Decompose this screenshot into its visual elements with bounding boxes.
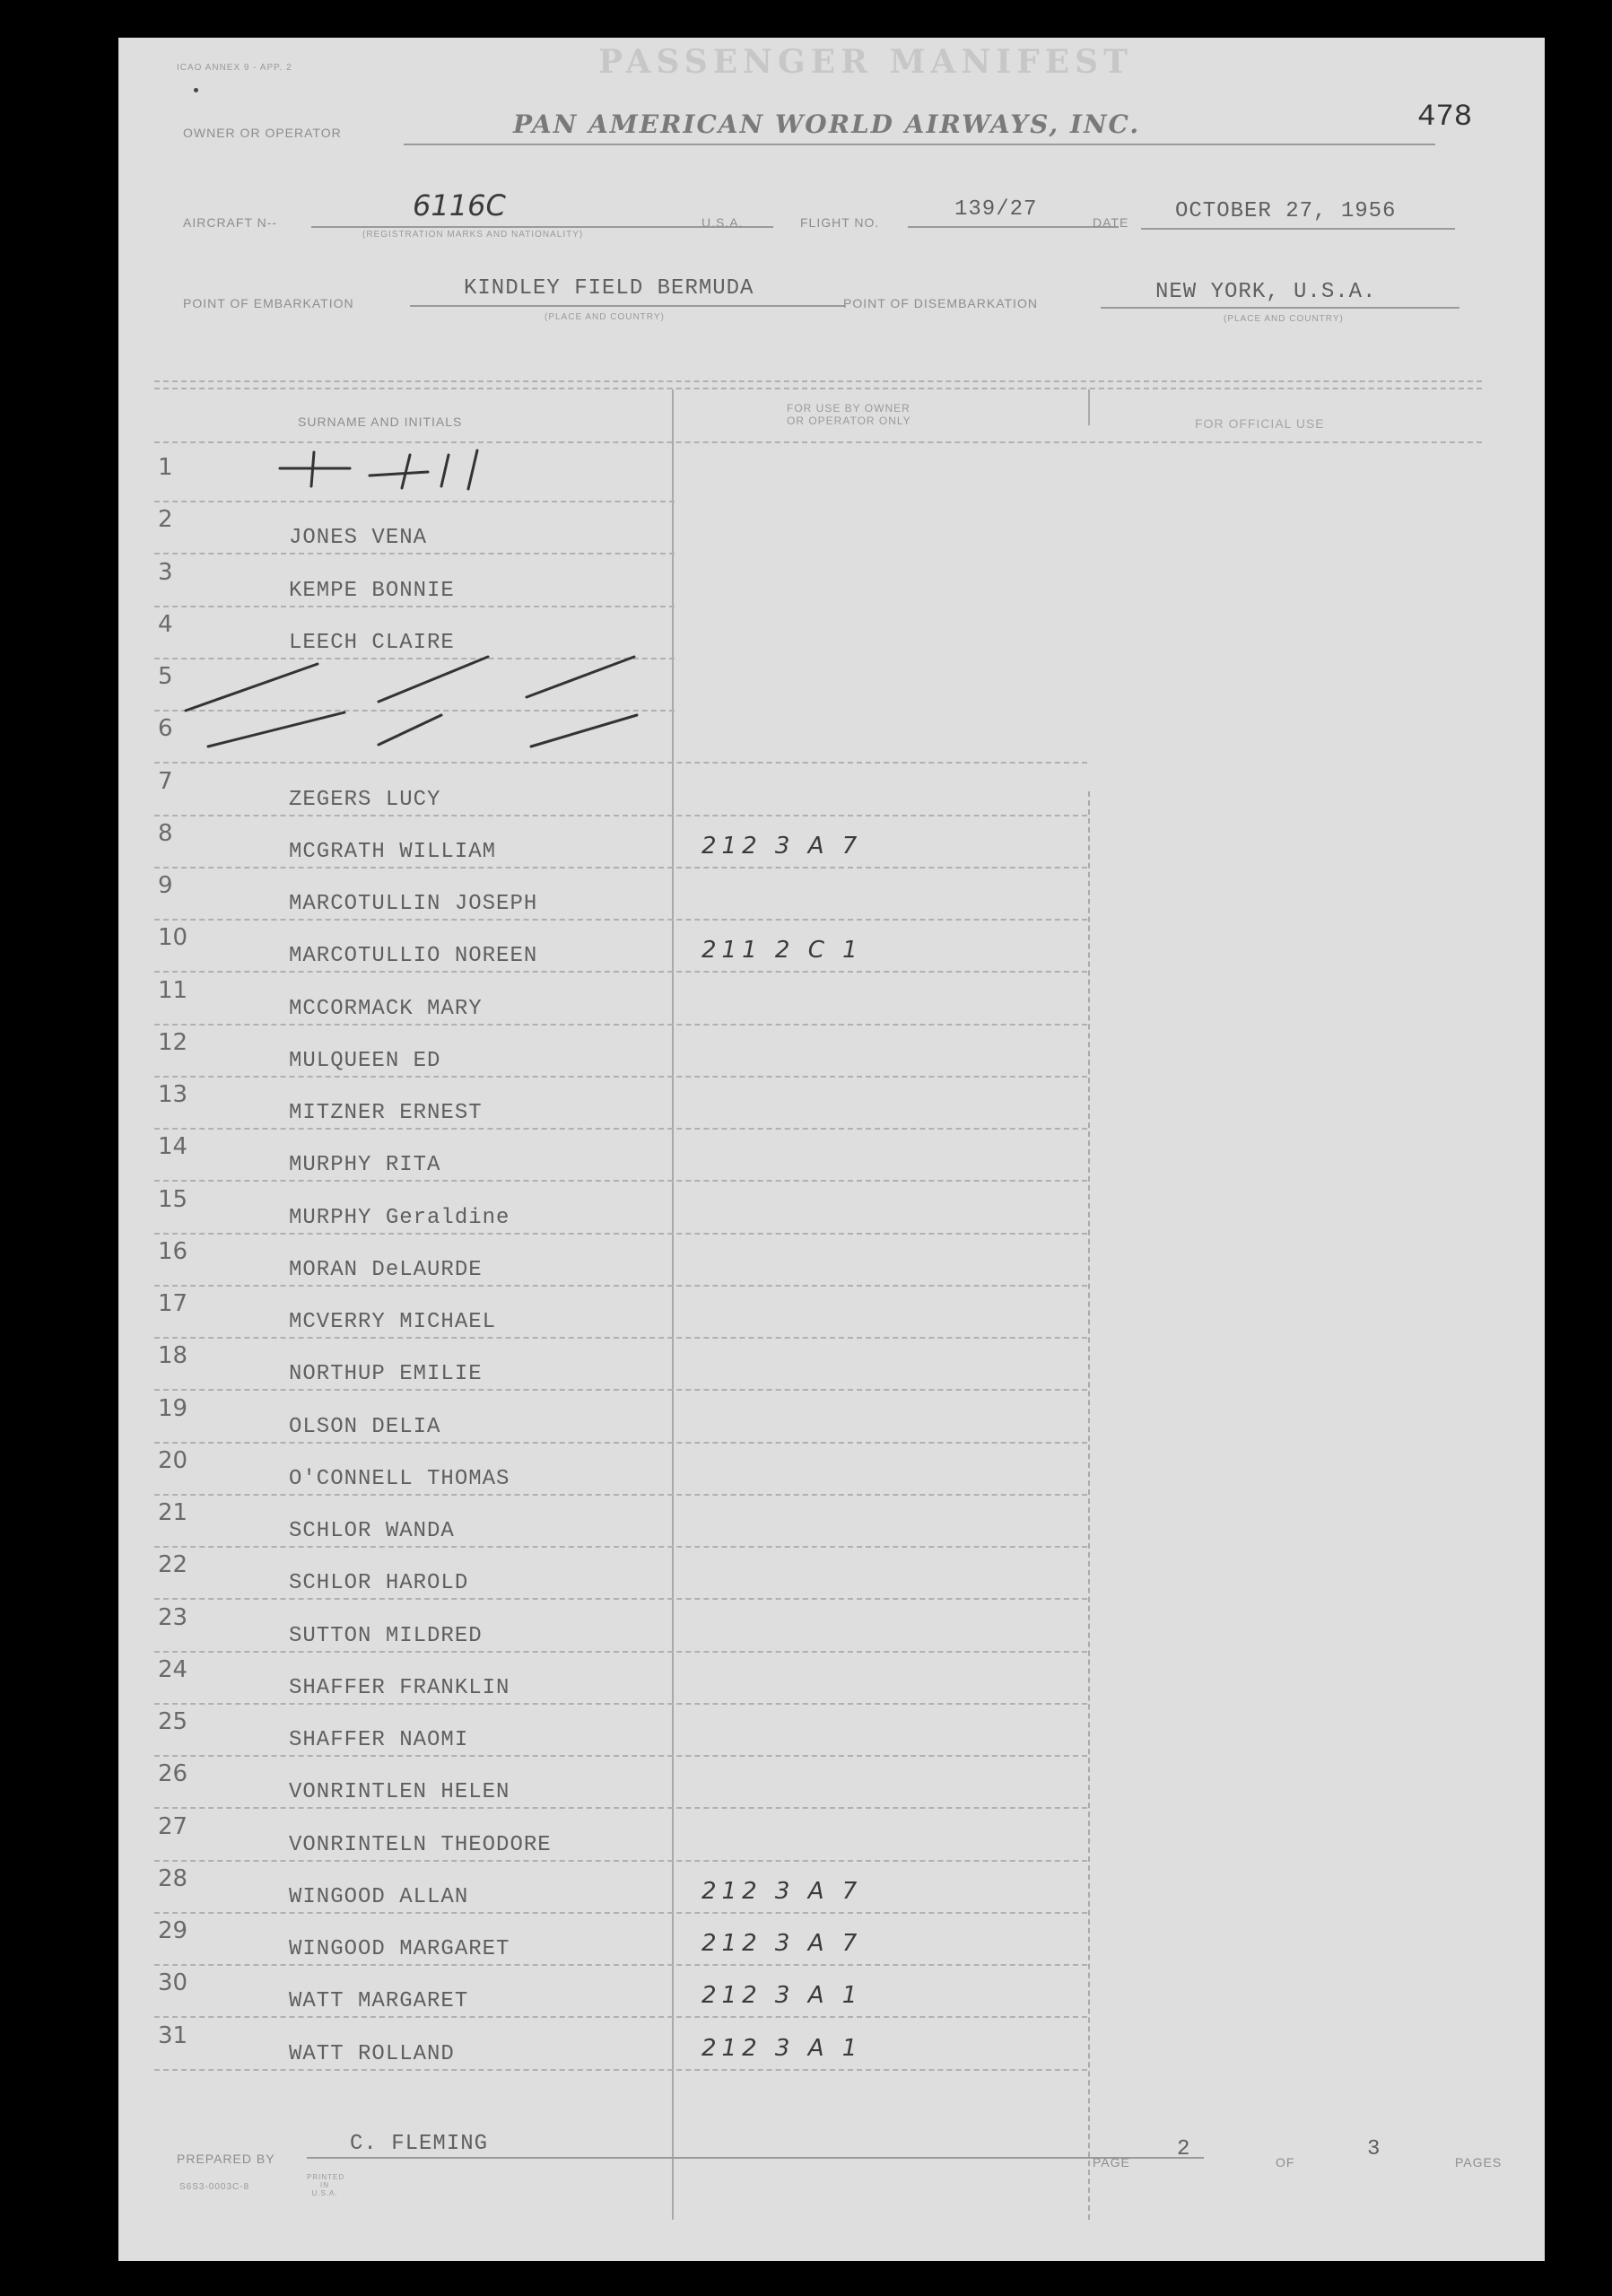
passenger-name: MCCORMACK MARY [289, 996, 483, 1021]
row-number: 12 [158, 1028, 188, 1056]
row-number: 22 [158, 1551, 188, 1579]
row-number: 9 [158, 872, 173, 899]
column-header-surname: SURNAME AND INITIALS [298, 415, 463, 429]
owner-use-code: 212 3 A 7 [701, 1930, 863, 1957]
form-title: PASSENGER MANIFEST [598, 43, 1133, 81]
row-number: 11 [158, 976, 188, 1004]
passenger-name: WINGOOD MARGARET [289, 1937, 510, 1961]
passenger-name: SHAFFER FRANKLIN [289, 1675, 510, 1700]
row-number: 28 [158, 1864, 188, 1892]
row-number: 17 [158, 1290, 188, 1317]
row-number: 23 [158, 1603, 188, 1631]
row-number: 18 [158, 1342, 188, 1370]
prepared-underline [307, 2157, 1204, 2159]
row-number: 7 [158, 767, 173, 795]
passenger-name: VONRINTELN THEODORE [289, 1832, 552, 1857]
row-number: 5 [158, 663, 173, 690]
passenger-name: MARCOTULLIO NOREEN [289, 944, 538, 969]
flight-value: 139/27 [954, 197, 1038, 222]
passenger-name: MURPHY Geraldine [289, 1205, 510, 1230]
row-number: 24 [158, 1655, 188, 1683]
row-number: 21 [158, 1499, 188, 1526]
passenger-name: MARCOTULLIN JOSEPH [289, 892, 538, 916]
row-number: 4 [158, 610, 173, 638]
row-number: 16 [158, 1237, 188, 1265]
strike-through-marks [118, 38, 1545, 2261]
aircraft-label: AIRCRAFT N-- [183, 215, 278, 230]
passenger-name: NORTHUP EMILIE [289, 1362, 483, 1387]
form-id: ICAO ANNEX 9 - APP. 2 [177, 63, 292, 73]
page-value: 2 [1177, 2137, 1191, 2161]
passenger-name: MURPHY RITA [289, 1153, 441, 1178]
row-number: 19 [158, 1394, 188, 1422]
flight-label: FLIGHT NO. [800, 215, 880, 230]
disembarkation-label: POINT OF DISEMBARKATION [843, 296, 1038, 310]
passenger-name: MORAN DeLAURDE [289, 1257, 483, 1282]
column-header-owner-use-2: OR OPERATOR ONLY [787, 415, 911, 427]
embarkation-sub: (PLACE AND COUNTRY) [545, 312, 665, 322]
embarkation-value: KINDLEY FIELD BERMUDA [464, 276, 754, 301]
row-number: 25 [158, 1708, 188, 1735]
of-value: 3 [1367, 2137, 1381, 2161]
row-number: 6 [158, 715, 173, 743]
passenger-name: SHAFFER NAOMI [289, 1728, 469, 1752]
passenger-name: ZEGERS LUCY [289, 787, 441, 812]
row-number: 15 [158, 1185, 188, 1213]
row-number: 2 [158, 506, 173, 534]
column-header-official-use: FOR OFFICIAL USE [1195, 416, 1325, 431]
row-number: 8 [158, 819, 173, 847]
owner-use-code: 212 3 A 7 [701, 1877, 863, 1905]
passenger-name: LEECH CLAIRE [289, 630, 455, 655]
owner-use-code: 211 2 C 1 [701, 937, 863, 965]
row-number: 29 [158, 1917, 188, 1944]
disembarkation-value: NEW YORK, U.S.A. [1155, 280, 1377, 304]
manifest-page [118, 38, 1545, 2261]
owner-value: PAN AMERICAN WORLD AIRWAYS, INC. [513, 109, 1141, 139]
pages-label: PAGES [1455, 2155, 1503, 2169]
passenger-name: WATT ROLLAND [289, 2041, 455, 2066]
passenger-name: MCGRATH WILLIAM [289, 839, 497, 864]
passenger-name: MITZNER ERNEST [289, 1101, 483, 1125]
owner-label: OWNER OR OPERATOR [183, 126, 342, 140]
row-number: 13 [158, 1081, 188, 1108]
passenger-name: SCHLOR WANDA [289, 1519, 455, 1543]
usa-label: U.S.A. [701, 215, 744, 230]
passenger-name: SUTTON MILDRED [289, 1623, 483, 1648]
row-number: 26 [158, 1760, 188, 1788]
passenger-name: VONRINTLEN HELEN [289, 1780, 510, 1805]
aircraft-value: 6116C [413, 188, 506, 223]
row-number: 3 [158, 558, 173, 586]
row-number: 1 [158, 454, 173, 481]
page-stamp: 478 [1417, 100, 1473, 135]
row-number: 10 [158, 924, 188, 952]
form-code: S6S3-0003C-8 [179, 2182, 250, 2192]
disembarkation-sub: (PLACE AND COUNTRY) [1224, 314, 1344, 324]
passenger-name: WATT MARGARET [289, 1989, 469, 2014]
row-number: 20 [158, 1446, 188, 1474]
passenger-name: MULQUEEN ED [289, 1048, 441, 1073]
page-label: PAGE [1093, 2155, 1130, 2169]
embarkation-label: POINT OF EMBARKATION [183, 296, 354, 310]
owner-use-code: 212 3 A 1 [701, 1982, 863, 2010]
date-value: OCTOBER 27, 1956 [1175, 199, 1397, 223]
passenger-name: SCHLOR HAROLD [289, 1571, 469, 1596]
passenger-name: O'CONNELL THOMAS [289, 1466, 510, 1491]
column-header-owner-use-1: FOR USE BY OWNER [787, 402, 911, 415]
aircraft-sub: (REGISTRATION MARKS AND NATIONALITY) [362, 230, 584, 240]
of-label: OF [1276, 2155, 1295, 2169]
row-number: 31 [158, 2021, 188, 2049]
date-label: DATE [1093, 215, 1129, 230]
passenger-name: KEMPE BONNIE [289, 578, 455, 603]
row-number: 14 [158, 1133, 188, 1161]
passenger-name: MCVERRY MICHAEL [289, 1310, 497, 1334]
row-number: 30 [158, 1969, 188, 1997]
passenger-name: OLSON DELIA [289, 1414, 441, 1439]
printed-stamp: PRINTED IN U.S.A. [307, 2173, 345, 2197]
owner-use-code: 212 3 A 7 [701, 832, 863, 860]
prepared-by-label: PREPARED BY [177, 2152, 275, 2166]
row-number: 27 [158, 1812, 188, 1840]
passenger-name: JONES VENA [289, 526, 428, 551]
prepared-by-value: C. FLEMING [350, 2132, 489, 2156]
owner-use-code: 212 3 A 1 [701, 2034, 863, 2062]
passenger-name: WINGOOD ALLAN [289, 1884, 469, 1909]
